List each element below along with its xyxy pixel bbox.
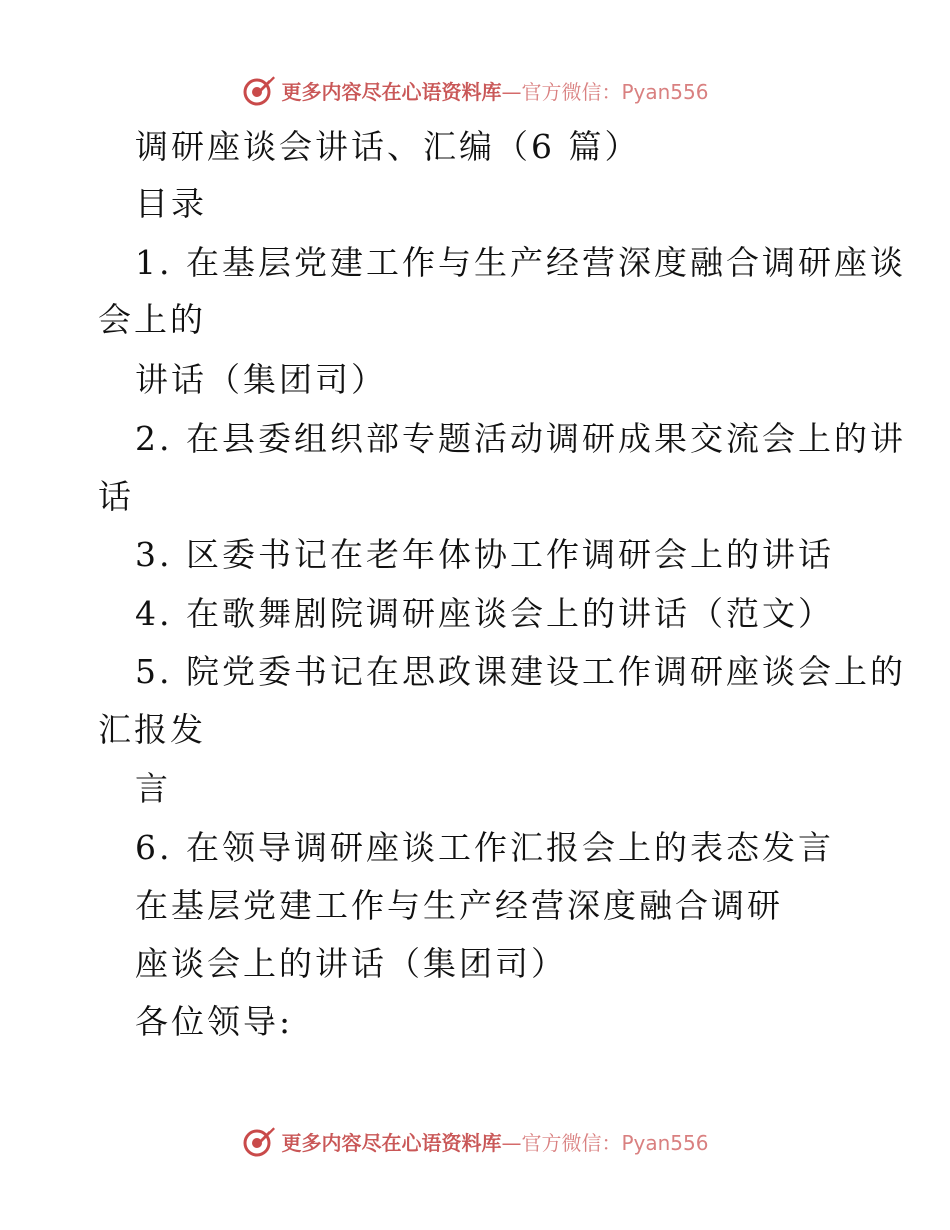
toc-heading: 目录 xyxy=(135,184,207,223)
toc-item-3: 3. 区委书记在老年体协工作调研会上的讲话 xyxy=(135,535,834,574)
toc-item-5-continuation: 汇报发 xyxy=(98,710,206,749)
watermark-banner-bottom xyxy=(0,1121,950,1161)
toc-item-5-continuation: 言 xyxy=(135,769,171,808)
toc-item-2: 2. 在县委组织部专题活动调研成果交流会上的讲 xyxy=(135,419,906,458)
watermark-text xyxy=(281,1127,708,1156)
section-title-line1: 在基层党建工作与生产经营深度融合调研 xyxy=(135,886,783,925)
toc-item-6: 6. 在领导调研座谈工作汇报会上的表态发言 xyxy=(135,828,834,867)
watermark-brand: 更多内容尽在心语资料库 xyxy=(281,79,502,104)
watermark-wechat: 官方微信：Pyan556 xyxy=(521,1130,709,1155)
watermark-dash: — xyxy=(501,79,522,104)
toc-item-1-continuation: 会上的 xyxy=(98,300,206,339)
watermark-text xyxy=(281,76,708,105)
toc-item-5: 5. 院党委书记在思政课建设工作调研座谈会上的 xyxy=(135,652,906,691)
toc-item-1: 1. 在基层党建工作与生产经营深度融合调研座谈 xyxy=(135,243,906,282)
watermark-dash: — xyxy=(501,1130,522,1155)
watermark-brand: 更多内容尽在心语资料库 xyxy=(281,1130,502,1155)
quill-logo-icon xyxy=(241,72,277,108)
section-title-line2: 座谈会上的讲话（集团司） xyxy=(135,944,567,983)
salutation: 各位领导: xyxy=(135,1002,294,1041)
toc-item-2-continuation: 话 xyxy=(98,477,134,516)
quill-logo-icon xyxy=(241,1123,277,1159)
toc-item-4: 4. 在歌舞剧院调研座谈会上的讲话（范文） xyxy=(135,594,834,633)
watermark-wechat: 官方微信：Pyan556 xyxy=(521,79,709,104)
document-title: 调研座谈会讲话、汇编（6 篇） xyxy=(135,127,641,166)
toc-item-1-continuation: 讲话（集团司） xyxy=(135,360,387,399)
watermark-banner-top xyxy=(0,70,950,110)
